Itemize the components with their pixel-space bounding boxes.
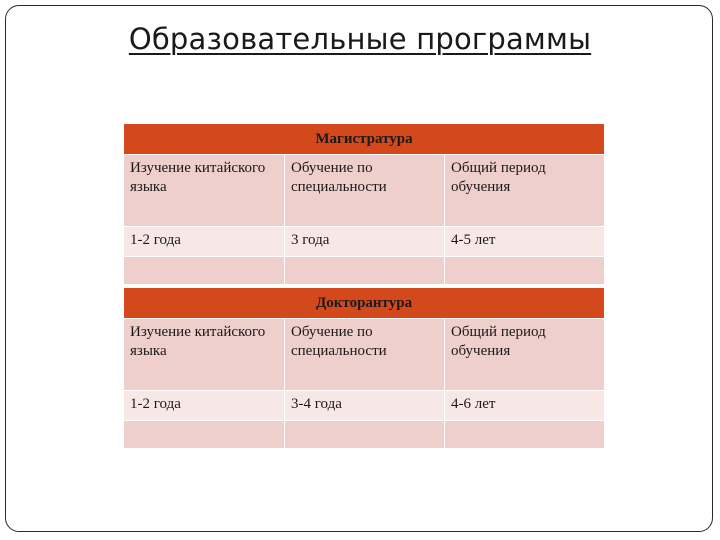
cell-language-study: Изучение китайского языка — [124, 318, 285, 390]
masters-table — [123, 123, 605, 285]
empty-cell — [124, 256, 285, 284]
cell-language-years: 1-2 года — [124, 226, 285, 256]
slide-title-text: Образовательные программы — [128, 22, 592, 56]
table-row-values — [124, 390, 605, 420]
cell-specialty-study: Обучение по специальности — [285, 318, 445, 390]
cell-total-period: Общий период обучения — [445, 318, 605, 390]
cell-total-years: 4-6 лет — [445, 390, 605, 420]
empty-cell — [445, 256, 605, 284]
cell-total-period: Общий период обучения — [445, 154, 605, 226]
cell-language-years: 1-2 года — [124, 390, 285, 420]
table-row-columns — [124, 154, 605, 226]
cell-total-years: 4-5 лет — [445, 226, 605, 256]
empty-cell — [124, 420, 285, 448]
cell-specialty-study: Обучение по специальности — [285, 154, 445, 226]
empty-cell — [445, 420, 605, 448]
cell-specialty-years: 3-4 года — [285, 390, 445, 420]
doctoral-heading: Докторантура — [124, 288, 605, 319]
empty-cell — [285, 420, 445, 448]
table-header-row — [124, 124, 605, 155]
empty-cell — [285, 256, 445, 284]
cell-language-study: Изучение китайского языка — [124, 154, 285, 226]
table-row-columns — [124, 318, 605, 390]
table-row-values — [124, 226, 605, 256]
doctoral-table — [123, 287, 605, 449]
slide-title — [0, 22, 720, 56]
table-header-row — [124, 288, 605, 319]
cell-specialty-years: 3 года — [285, 226, 445, 256]
table-row-empty — [124, 420, 605, 448]
table-row-empty — [124, 256, 605, 284]
masters-heading: Магистратура — [124, 124, 605, 155]
